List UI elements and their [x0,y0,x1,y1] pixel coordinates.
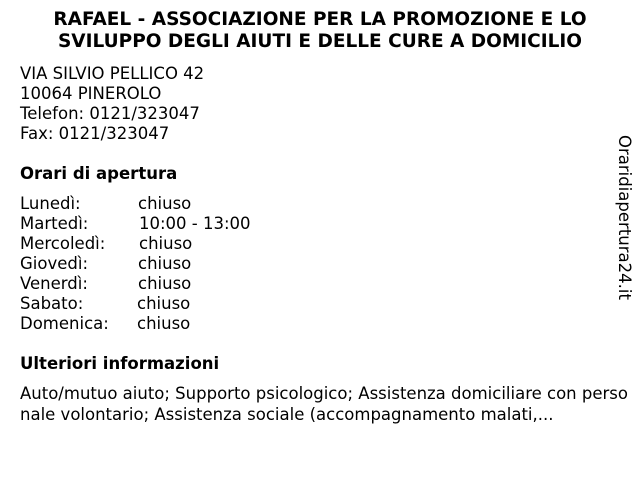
page-title [20,9,620,53]
day-hours: 10:00 - 13:00 [139,214,251,233]
day-hours: chiuso [137,314,191,333]
fax-number: Fax: 0121/323047 [20,124,170,143]
day-hours: chiuso [138,194,192,213]
title-line-1: RAFAEL - ASSOCIAZIONE PER LA PROMOZIONE E LO [53,9,587,30]
site-watermark: Oraridiapertura24.it [615,135,634,300]
opening-hours-heading: Orari di apertura [20,164,178,183]
address-street: VIA SILVIO PELLICO 42 [20,64,205,83]
day-label: Sabato: [20,294,84,313]
further-info-text: Auto/mutuo aiuto; Supporto psicologico; Assistenza domiciliare con personale volontario; Assistenza sociale (accompagnamento malati,... [20,384,628,424]
day-label: Lunedì: [20,194,81,213]
day-label: Domenica: [20,314,109,333]
day-label: Mercoledì: [20,234,106,253]
further-info-heading: Ulteriori informazioni [20,354,220,373]
day-label: Giovedì: [20,254,88,273]
day-hours: chiuso [139,234,193,253]
title-line-2: SVILUPPO DEGLI AIUTI E DELLE CURE A DOMICILIO [57,31,583,52]
day-label: Venerdì: [20,274,88,293]
day-hours: chiuso [137,294,191,313]
day-label: Martedì: [20,214,89,233]
phone-number: Telefon: 0121/323047 [20,104,200,123]
day-hours: chiuso [138,254,192,273]
address-city: 10064 PINEROLO [20,84,162,103]
address-block [20,64,204,144]
day-hours: chiuso [138,274,192,293]
